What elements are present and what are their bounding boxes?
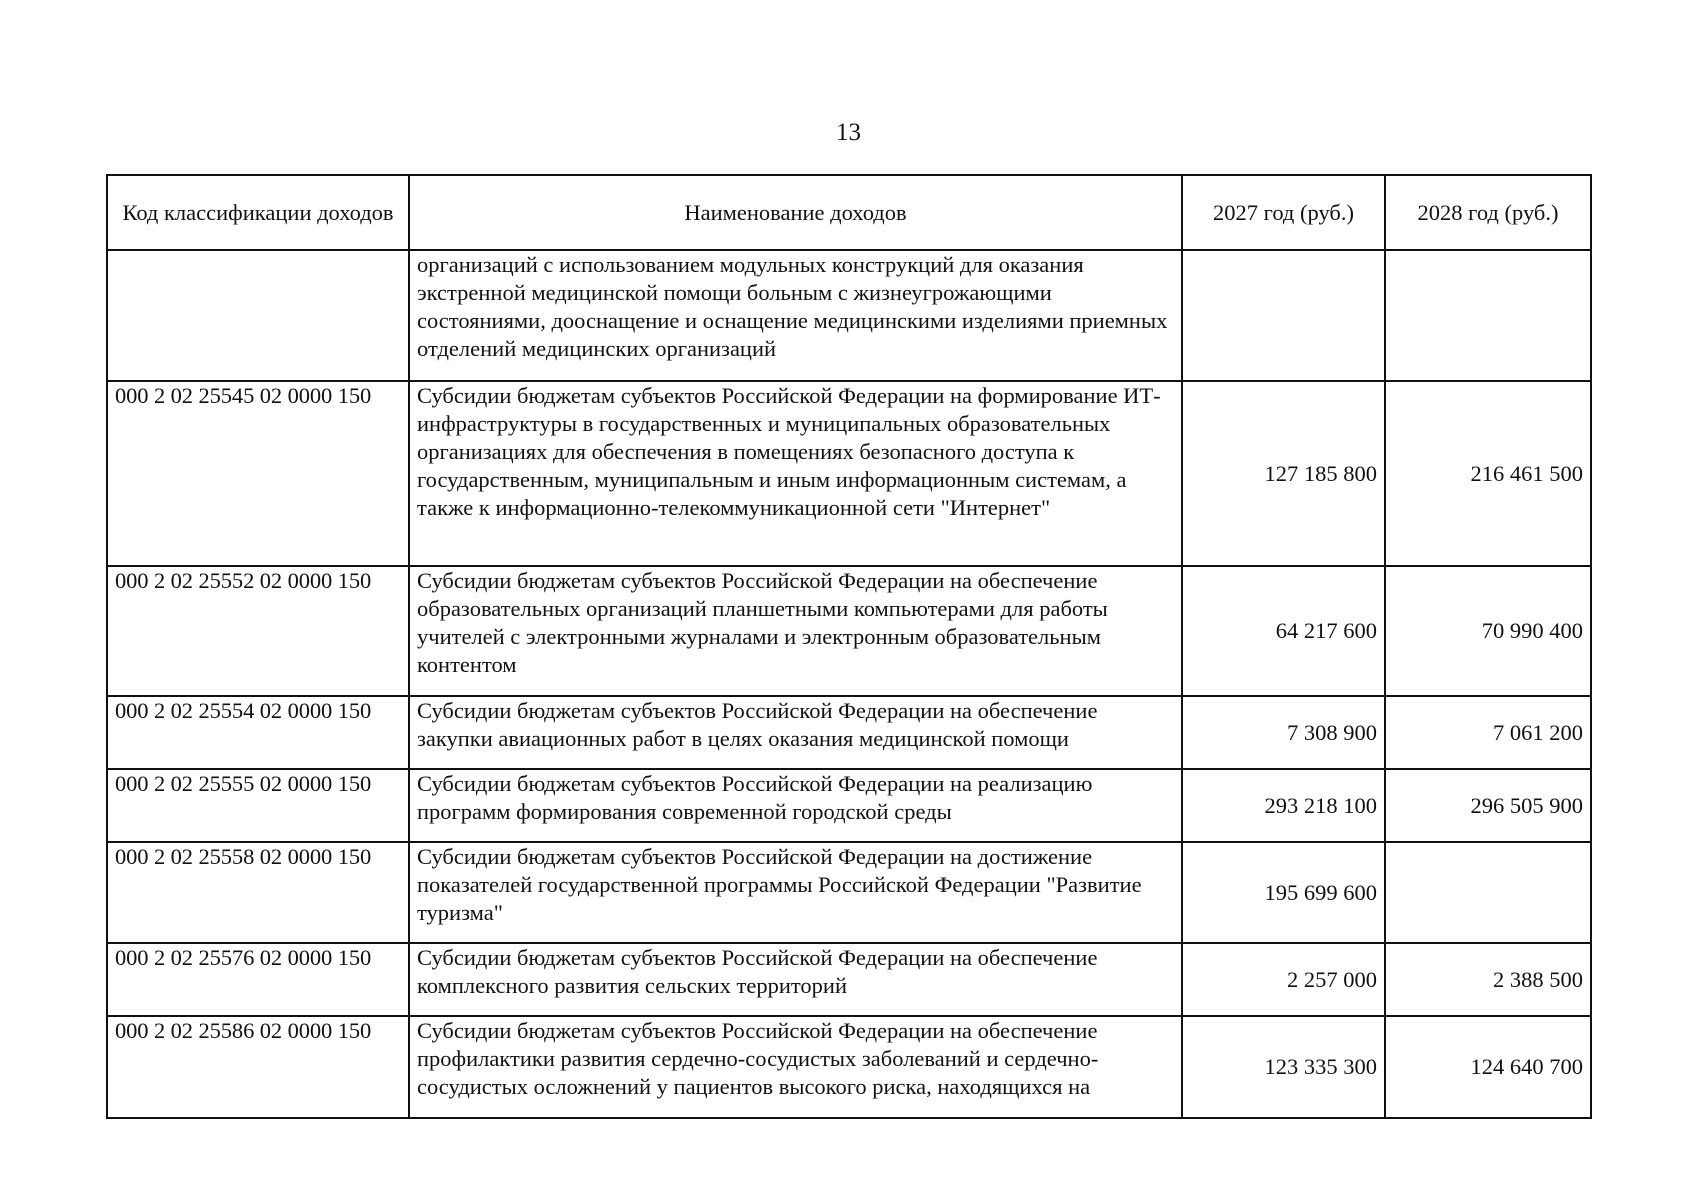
amount-2028-cell — [1385, 250, 1591, 381]
amount-2027-cell: 7 308 900 — [1182, 696, 1385, 769]
income-table — [106, 174, 1592, 1119]
name-cell: организаций с использованием модульных конструкций для оказания экстренной медицинской помощи больным с жизнеугрожающими состояниями, дооснащение и оснащение медицинскими изделиями приемных отделений медицинских организаций — [409, 250, 1182, 381]
code-cell — [107, 250, 409, 381]
table-row — [107, 842, 1591, 943]
amount-2027-cell — [1182, 250, 1385, 381]
amount-2028-cell: 70 990 400 — [1385, 566, 1591, 696]
table-row — [107, 1016, 1591, 1118]
table-row — [107, 250, 1591, 381]
name-cell: Субсидии бюджетам субъектов Российской Федерации на обеспечение комплексного развития сельских территорий — [409, 943, 1182, 1016]
code-cell: 000 2 02 25552 02 0000 150 — [107, 566, 409, 696]
header-code: Код классификации доходов — [107, 175, 409, 250]
amount-2028-cell: 216 461 500 — [1385, 381, 1591, 566]
amount-2027-cell: 2 257 000 — [1182, 943, 1385, 1016]
code-cell: 000 2 02 25555 02 0000 150 — [107, 769, 409, 842]
header-2028: 2028 год (руб.) — [1385, 175, 1591, 250]
amount-2027-cell: 195 699 600 — [1182, 842, 1385, 943]
code-cell: 000 2 02 25558 02 0000 150 — [107, 842, 409, 943]
code-cell: 000 2 02 25586 02 0000 150 — [107, 1016, 409, 1118]
amount-2028-cell: 124 640 700 — [1385, 1016, 1591, 1118]
table-row — [107, 943, 1591, 1016]
table-header-row — [107, 175, 1591, 250]
name-cell: Субсидии бюджетам субъектов Российской Федерации на обеспечение профилактики развития сердечно-сосудистых заболеваний и сердечно-сосудистых осложнений у пациентов высокого риска, находящихся на — [409, 1016, 1182, 1118]
amount-2028-cell: 7 061 200 — [1385, 696, 1591, 769]
amount-2027-cell: 293 218 100 — [1182, 769, 1385, 842]
header-name: Наименование доходов — [409, 175, 1182, 250]
name-cell: Субсидии бюджетам субъектов Российской Федерации на достижение показателей государственной программы Российской Федерации "Развитие туризма" — [409, 842, 1182, 943]
name-cell: Субсидии бюджетам субъектов Российской Федерации на обеспечение закупки авиационных работ в целях оказания медицинской помощи — [409, 696, 1182, 769]
amount-2028-cell — [1385, 842, 1591, 943]
table-row — [107, 566, 1591, 696]
code-cell: 000 2 02 25576 02 0000 150 — [107, 943, 409, 1016]
name-cell: Субсидии бюджетам субъектов Российской Федерации на формирование ИТ-инфраструктуры в государственных и муниципальных образовательных организациях для обеспечения в помещениях безопасного доступа к государственным, муниципальным и иным информационным системам, а также к информационно-телекоммуникационной сети "Интернет" — [409, 381, 1182, 566]
table-row — [107, 381, 1591, 566]
amount-2028-cell: 2 388 500 — [1385, 943, 1591, 1016]
name-cell: Субсидии бюджетам субъектов Российской Федерации на реализацию программ формирования современной городской среды — [409, 769, 1182, 842]
code-cell: 000 2 02 25545 02 0000 150 — [107, 381, 409, 566]
amount-2027-cell: 127 185 800 — [1182, 381, 1385, 566]
code-cell: 000 2 02 25554 02 0000 150 — [107, 696, 409, 769]
table-row — [107, 696, 1591, 769]
amount-2027-cell: 64 217 600 — [1182, 566, 1385, 696]
name-cell: Субсидии бюджетам субъектов Российской Федерации на обеспечение образовательных организаций планшетными компьютерами для работы учителей с электронными журналами и электронным образовательным контентом — [409, 566, 1182, 696]
table-row — [107, 769, 1591, 842]
page-number: 13 — [836, 119, 861, 146]
amount-2028-cell: 296 505 900 — [1385, 769, 1591, 842]
header-2027: 2027 год (руб.) — [1182, 175, 1385, 250]
amount-2027-cell: 123 335 300 — [1182, 1016, 1385, 1118]
